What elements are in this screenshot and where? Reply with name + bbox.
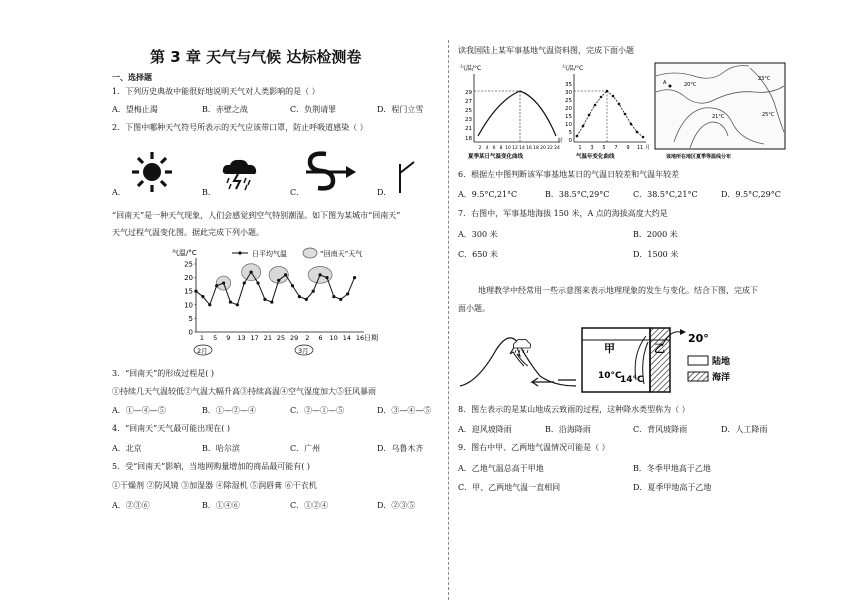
- jia-label: 甲: [604, 342, 615, 355]
- q3-statements: ①持续几天气温较低②气温大幅升高③持续高温④空气湿度加大⑤狂风暴雨: [112, 387, 376, 396]
- svg-text:5: 5: [602, 145, 606, 151]
- svg-text:25: 25: [565, 98, 572, 104]
- q8-option-d[interactable]: D．人工降雨: [721, 425, 768, 434]
- data-point: [256, 281, 259, 284]
- question-2: 2．下图中哪种天气符号所表示的天气应该带口罩，防止呼吸道感染（ ）: [112, 123, 368, 132]
- data-point: [353, 276, 356, 279]
- svg-text:30: 30: [565, 90, 572, 96]
- y-tick-label: 0: [188, 328, 193, 337]
- question-4: 4．“回南天”天气最可能出现在( ): [112, 424, 231, 433]
- daily-y-label: 气温/°C: [460, 65, 482, 72]
- legend-land: 陆地: [712, 357, 731, 367]
- data-point: [332, 295, 335, 298]
- month-feb-label: 2月: [197, 347, 208, 355]
- svg-text:8: 8: [499, 146, 503, 151]
- svg-text:10: 10: [505, 146, 511, 151]
- q3-option-b[interactable]: B．①—②—④: [202, 406, 256, 415]
- q6-option-b[interactable]: B．38.5°C,29°C: [545, 190, 610, 199]
- data-point: [346, 292, 349, 295]
- svg-text:12: 12: [512, 146, 518, 151]
- x-tick-label: 25: [276, 334, 286, 342]
- legend-sea: 海洋: [712, 373, 731, 383]
- q7-option-c[interactable]: C．650 米: [458, 250, 498, 259]
- question-1: 1．下列历史典故中能很好地说明天气对人类影响的是（ ）: [112, 87, 320, 96]
- y-tick-label: 10: [184, 301, 193, 310]
- data-point: [270, 300, 273, 303]
- daily-temp-figure: [458, 60, 564, 160]
- data-point: [215, 284, 218, 287]
- data-point: [250, 271, 253, 274]
- passage-1-line-1: “回南天”是一种天气现象，人们会感觉到空气特别潮湿。如下图为某城市“回南天”: [112, 211, 401, 220]
- annual-caption: 气温年变化曲线: [576, 154, 615, 160]
- huinantian-highlights: [216, 264, 332, 290]
- svg-text:5: 5: [568, 130, 572, 136]
- q2-option-d[interactable]: D．: [377, 188, 392, 197]
- q2-option-a[interactable]: A．: [112, 188, 126, 197]
- svg-text:15: 15: [565, 114, 572, 120]
- temp-14-label: 14°C: [620, 375, 644, 385]
- isotherm-caption: 该地所在地区夏季等温线分布: [666, 154, 732, 160]
- svg-text:35: 35: [565, 82, 572, 88]
- daily-ytick: 18: [465, 136, 472, 142]
- daily-ytick: 25: [465, 108, 472, 114]
- right-intro: 读我国陆上某军事基地气温资料图，完成下面小题: [458, 46, 634, 55]
- daily-ytick: 27: [465, 99, 472, 105]
- q4-option-d[interactable]: D．乌鲁木齐: [377, 444, 424, 453]
- column-divider: [448, 40, 449, 600]
- y-tick-label: 20: [184, 274, 193, 283]
- temp-10-label: 10°C: [598, 371, 622, 381]
- svg-text:月: 月: [645, 145, 651, 151]
- data-point: [277, 279, 280, 282]
- q8-option-a[interactable]: A．迎风坡降雨: [458, 425, 512, 434]
- svg-text:时: 时: [558, 138, 564, 144]
- q1-option-d[interactable]: D．程门立雪: [377, 105, 424, 114]
- annual-temp-figure: [560, 60, 652, 160]
- sun-icon: [130, 150, 174, 194]
- q9-option-a[interactable]: A．乙地气温总高于甲地: [458, 464, 544, 473]
- q3-option-c[interactable]: C．②—①—⑤: [290, 406, 345, 415]
- q1-option-b[interactable]: B．赤壁之战: [202, 105, 248, 114]
- passage-2-line-1: 地理教学中经常用一些示意图来表示地理现象的发生与变化。结合下图，完成下: [478, 286, 758, 295]
- data-point: [243, 281, 246, 284]
- point-a-label: A: [663, 80, 667, 86]
- x-tick-label: 5: [213, 334, 218, 342]
- svg-text:2: 2: [478, 146, 482, 151]
- data-point: [229, 300, 232, 303]
- chart-legend: [232, 248, 362, 258]
- svg-text:16: 16: [526, 146, 532, 151]
- q5-option-c[interactable]: C．①②④: [290, 501, 329, 510]
- data-point: [325, 276, 328, 279]
- x-tick-label: 13: [237, 334, 246, 342]
- thunderstorm-icon: [220, 156, 260, 194]
- q9-option-c[interactable]: C．甲、乙两地气温一直相同: [458, 483, 561, 492]
- month-mar-label: 3月: [298, 347, 309, 355]
- sandstorm-icon: [302, 150, 356, 194]
- x-tick-label: 21: [263, 334, 272, 342]
- q4-option-c[interactable]: C．广州: [290, 444, 321, 453]
- daily-ytick: 29: [465, 90, 472, 96]
- q4-option-b[interactable]: B．哈尔滨: [202, 444, 240, 453]
- x-tick-label: 2: [305, 334, 310, 342]
- q5-statements: ①干燥剂 ②防风镜 ③加湿器 ④除湿机 ⑤润唇膏 ⑥干衣机: [112, 481, 317, 490]
- svg-text:9: 9: [626, 145, 630, 151]
- x-tick-label: 29: [290, 334, 299, 342]
- svg-text:4: 4: [485, 146, 489, 151]
- section-heading: 一、选择题: [112, 72, 152, 82]
- q7-option-b[interactable]: B．2000 米: [633, 230, 678, 239]
- y-tick-label: 5: [188, 314, 193, 323]
- x-tick-label: 1: [199, 334, 205, 342]
- question-8: 8．图左表示的是某山地成云致雨的过程，这种降水类型称为（ ）: [458, 405, 690, 414]
- svg-text:18: 18: [533, 146, 539, 151]
- data-point: [339, 298, 342, 301]
- q3-option-d[interactable]: D．③—④—⑤: [377, 406, 432, 415]
- chart-y-label: 气温/°C: [172, 249, 197, 257]
- q8-option-b[interactable]: B．沿海降雨: [545, 425, 591, 434]
- data-point: [284, 273, 287, 276]
- question-3: 3．“回南天”的形成过程是( ): [112, 369, 215, 378]
- daily-ytick: 23: [465, 117, 472, 123]
- svg-text:6: 6: [492, 146, 496, 151]
- q2-option-c[interactable]: C．: [290, 188, 305, 197]
- chart-x-label: 日期: [364, 334, 378, 342]
- q1-option-c[interactable]: C．负荆请罪: [290, 105, 337, 114]
- svg-text:20: 20: [565, 106, 572, 112]
- q9-option-b[interactable]: B．冬季甲地高于乙地: [633, 464, 711, 473]
- q6-option-c[interactable]: C．38.5°C,21°C: [633, 190, 698, 199]
- q7-option-a[interactable]: A．300 米: [458, 230, 498, 239]
- data-point: [312, 290, 315, 293]
- q6-option-d[interactable]: D．9.5°C,29°C: [721, 190, 781, 199]
- x-tick-label: 16: [355, 334, 365, 342]
- legend-huinantian: “回南天”天气: [320, 250, 363, 258]
- orographic-rain-figure: [458, 322, 578, 392]
- q3-option-a[interactable]: A．①—④—⑤: [112, 406, 166, 415]
- passage-2-line-2: 面小题。: [458, 304, 490, 313]
- data-point: [236, 303, 239, 306]
- svg-text:3: 3: [590, 145, 594, 151]
- data-point: [201, 295, 204, 298]
- page-title: 第 3 章 天气与气候 达标检测卷: [150, 48, 362, 66]
- daily-ytick: 21: [465, 126, 472, 132]
- data-point: [263, 298, 266, 301]
- land-sea-figure: [580, 322, 790, 396]
- q6-option-a[interactable]: A．9.5°C,21°C: [458, 190, 518, 199]
- svg-text:22: 22: [547, 146, 553, 151]
- q1-option-a[interactable]: A．望梅止渴: [112, 105, 158, 114]
- huinantian-chart: [170, 246, 410, 358]
- data-point: [318, 273, 321, 276]
- q5-option-d[interactable]: D．②③⑤: [377, 501, 416, 510]
- question-9: 9．图右中甲、乙两地气温情况可能是（ ）: [458, 443, 610, 452]
- legend-daily-temp: 日平均气温: [252, 250, 287, 258]
- isotherm-map: [654, 62, 788, 162]
- svg-text:24: 24: [554, 146, 560, 151]
- question-6: 6．根据左中图判断该军事基地某日的气温日较差和气温年较差: [458, 170, 680, 179]
- svg-text:23°C: 23°C: [758, 76, 771, 82]
- q2-option-b[interactable]: B．: [202, 188, 216, 197]
- x-tick-label: 10: [329, 334, 338, 342]
- x-tick-label: 17: [250, 334, 259, 342]
- svg-text:1: 1: [578, 145, 582, 151]
- q8-option-c[interactable]: C．背风坡降雨: [633, 425, 688, 434]
- y-tick-label: 15: [184, 287, 193, 296]
- q4-option-a[interactable]: A．北京: [112, 444, 142, 453]
- x-tick-label: 9: [226, 334, 231, 342]
- svg-text:10: 10: [565, 122, 572, 128]
- question-7: 7．右图中，军事基地海拔 150 米，A 点的海拔高度大约是: [458, 209, 668, 218]
- q9-option-d[interactable]: D．夏季甲地高于乙地: [633, 483, 712, 492]
- svg-text:11: 11: [636, 145, 644, 151]
- q7-option-d[interactable]: D．1500 米: [633, 250, 679, 259]
- svg-text:14: 14: [519, 146, 525, 151]
- svg-text:21°C: 21°C: [712, 114, 725, 120]
- x-tick-label: 14: [342, 334, 351, 342]
- q5-option-b[interactable]: B．①④⑥: [202, 501, 240, 510]
- data-point: [291, 284, 294, 287]
- svg-text:7: 7: [614, 145, 618, 151]
- annual-y-label: 气温/°C: [562, 65, 584, 72]
- svg-text:20°C: 20°C: [684, 82, 697, 88]
- data-point: [222, 281, 225, 284]
- yi-label: 乙: [654, 342, 665, 355]
- daily-caption: 夏季某日气温变化曲线: [468, 154, 524, 160]
- question-5: 5．受“回南天”影响，当地网购量增加的商品最可能有( ): [112, 462, 311, 471]
- data-point: [305, 298, 308, 301]
- svg-text:0: 0: [568, 138, 572, 144]
- x-tick-label: 6: [318, 334, 323, 342]
- wind-flag-icon: [396, 160, 420, 194]
- temp-20-label: 20°: [688, 332, 709, 345]
- y-tick-label: 25: [184, 260, 193, 269]
- data-point: [298, 295, 301, 298]
- svg-text:25°C: 25°C: [762, 112, 775, 118]
- svg-text:20: 20: [540, 146, 546, 151]
- data-point: [208, 303, 211, 306]
- passage-1-line-2: 天气过程气温变化图。据此完成下列小题。: [112, 228, 264, 237]
- q5-option-a[interactable]: A．②③⑥: [112, 501, 150, 510]
